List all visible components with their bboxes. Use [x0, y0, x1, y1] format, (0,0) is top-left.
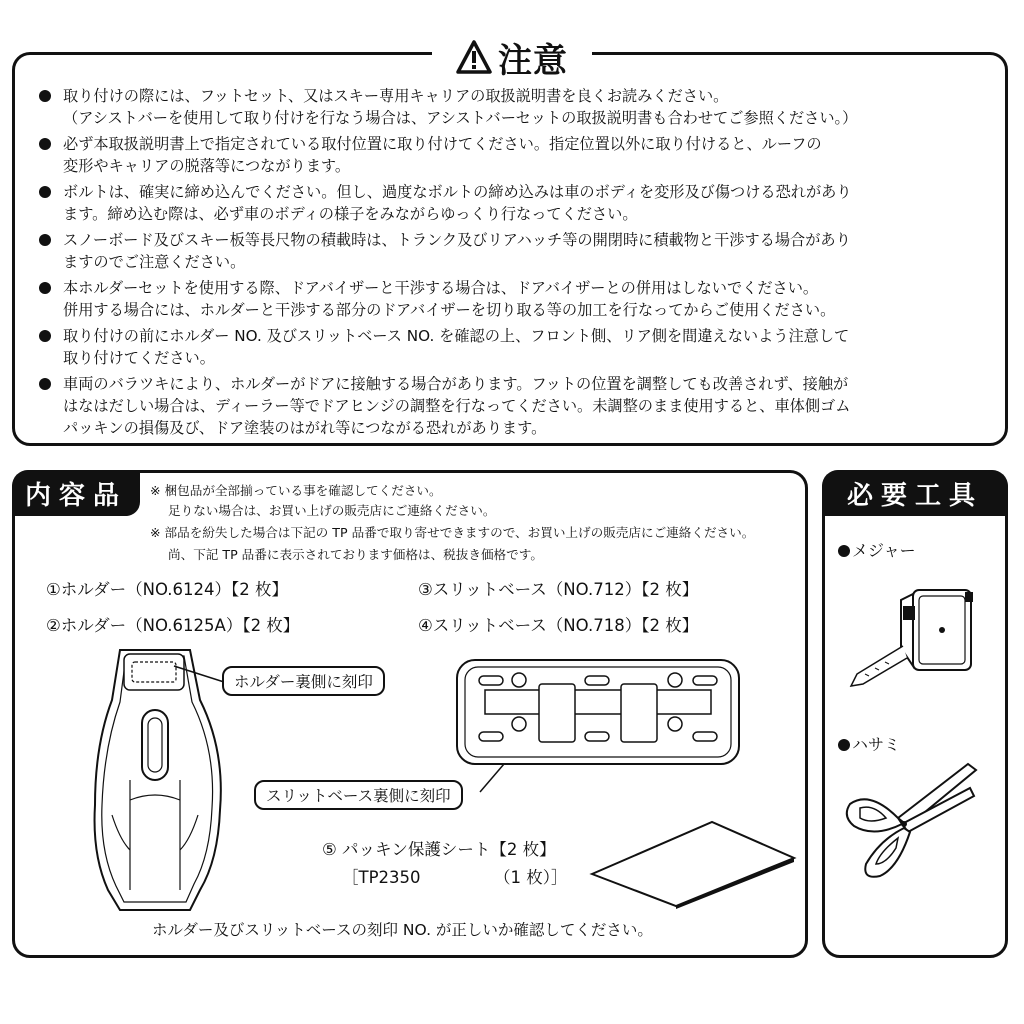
caution-panel [12, 52, 1008, 446]
warning-triangle-icon [456, 40, 492, 74]
slit-base-illustration [455, 658, 741, 766]
caution-item: 取り付けの前にホルダー NO. 及びスリットベース NO. を確認の上、フロント側、リア側を間違えないよう注意して 取り付けてください。 [37, 325, 997, 369]
slit-callout: スリットベース裏側に刻印 [254, 780, 463, 810]
bullet-icon [39, 90, 51, 102]
contents-note: ※ 部品を紛失した場合は下記の TP 品番で取り寄せできますので、お買い上げの販売店にご連絡ください。 [150, 525, 755, 540]
part-packing-sheet-tp: ［TP2350 [342, 868, 421, 887]
part-slit-base-712: ③スリットベース（NO.712）【2 枚】 [418, 580, 699, 599]
caution-heading [432, 36, 592, 81]
caution-item: ボルトは、確実に締め込んでください。但し、過度なボルトの締め込みは車のボディを変形及び傷つける恐れがあり ます。締め込む際は、必ず車のボディの様子をみながらゆっくり行なってください。 [37, 181, 997, 225]
caution-item: スノーボード及びスキー板等長尺物の積載時は、トランク及びリアハッチ等の開閉時に積載物と干渉する場合があり ますのでご注意ください。 [37, 229, 997, 273]
tool-tape-measure-label: メジャー [838, 538, 916, 561]
contents-tab: 内容品 [12, 470, 140, 516]
caution-list [37, 85, 997, 443]
contents-note: ※ 梱包品が全部揃っている事を確認してください。 [150, 483, 442, 498]
bullet-icon [39, 186, 51, 198]
tool-scissors-label: ハサミ [838, 732, 900, 755]
part-holder-6125a: ②ホルダー（NO.6125A）【2 枚】 [46, 616, 300, 635]
scissors-icon [840, 760, 980, 886]
contents-note: 足りない場合は、お買い上げの販売店にご連絡ください。 [168, 503, 496, 518]
bullet-icon [39, 138, 51, 150]
part-holder-6124: ①ホルダー（NO.6124）【2 枚】 [46, 580, 289, 599]
caution-item: 必ず本取扱説明書上で指定されている取付位置に取り付けてください。指定位置以外に取り付けると、ルーフの 変形やキャリアの脱落等につながります。 [37, 133, 997, 177]
bullet-icon [838, 739, 850, 751]
bullet-icon [39, 330, 51, 342]
caution-title: 注意 [498, 40, 568, 81]
holder-callout: ホルダー裏側に刻印 [222, 666, 385, 696]
tape-measure-icon [845, 578, 985, 696]
holder-callout-pointer [170, 660, 230, 690]
contents-footer-note: ホルダー及びスリットベースの刻印 NO. が正しいか確認してください。 [152, 921, 653, 939]
contents-note: 尚、下記 TP 品番に表示されております価格は、税抜き価格です。 [168, 547, 543, 562]
part-packing-sheet: ⑤ パッキン保護シート【2 枚】 [322, 840, 556, 859]
caution-item: 本ホルダーセットを使用する際、ドアバイザーと干渉する場合は、ドアバイザーとの併用はしないでください。 併用する場合には、ホルダーと干渉する部分のドアバイザーを切り取る等の加工を行なってからご使用ください。 [37, 277, 997, 321]
tools-tab: 必要工具 [822, 470, 1008, 516]
bullet-icon [39, 234, 51, 246]
part-slit-base-718: ④スリットベース（NO.718）【2 枚】 [418, 616, 699, 635]
bullet-icon [39, 378, 51, 390]
bullet-icon [39, 282, 51, 294]
bullet-icon [838, 545, 850, 557]
slit-callout-pointer [470, 760, 510, 800]
caution-item: 取り付けの際には、フットセット、又はスキー専用キャリアの取扱説明書を良くお読みください。 （アシストバーを使用して取り付けを行なう場合は、アシストバーセットの取扱説明書も合わせてご参照ください。） [37, 85, 997, 129]
part-packing-sheet-qty: （1 枚）］ [494, 868, 568, 887]
packing-sheet-illustration [588, 818, 798, 910]
caution-item: 車両のバラツキにより、ホルダーがドアに接触する場合があります。フットの位置を調整しても改善されず、接触が はなはだしい場合は、ディーラー等でドアヒンジの調整を行なってください。未調整のまま使用すると、車体側ゴム パッキンの損傷及び、ドア塗装のはがれ等につながる恐れがあります。 [37, 373, 997, 439]
